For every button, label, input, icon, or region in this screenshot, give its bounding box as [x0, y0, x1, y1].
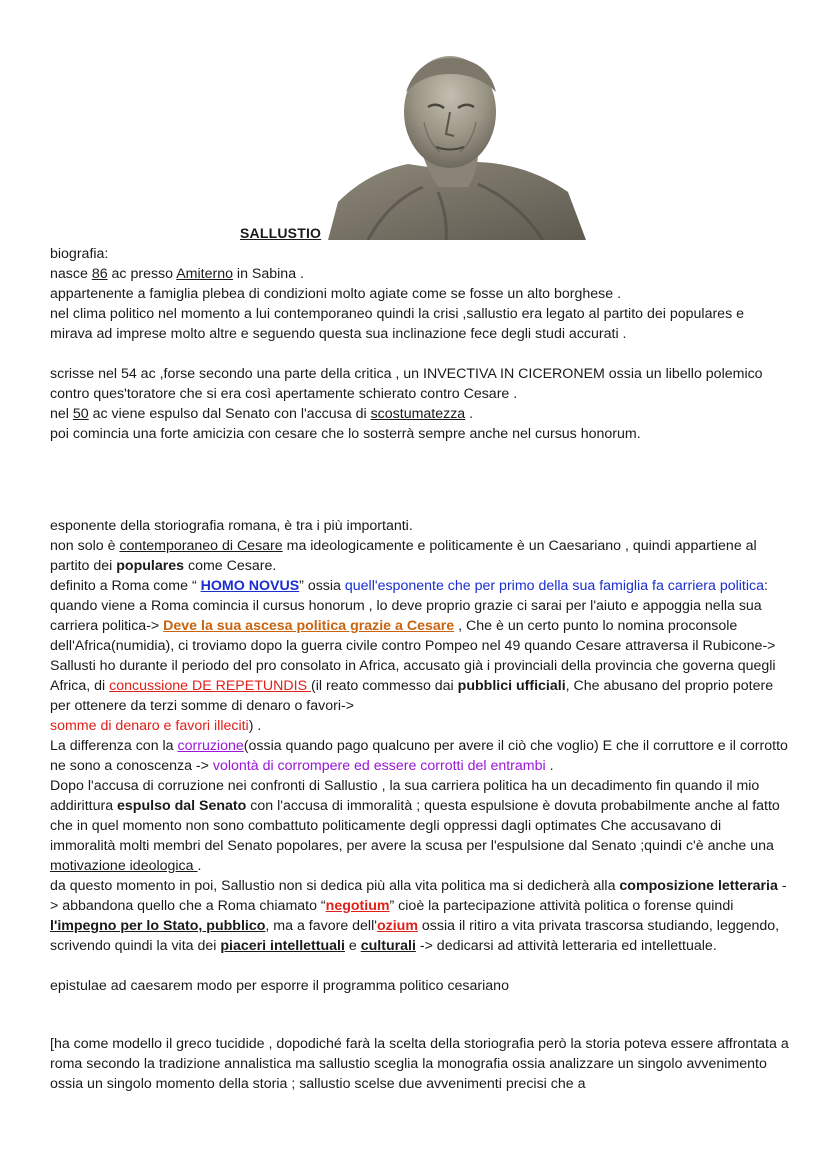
- bio-line: appartenente a famiglia plebea di condizioni molto agiate come se fosse un alto borghese .: [50, 286, 622, 302]
- paragraph: esponente della storiografia romana, è tra i più importanti.: [50, 518, 413, 534]
- document-body: [50, 244, 790, 1094]
- paragraph: poi comincia una forte amicizia con cesare che lo sosterrà sempre anche nel cursus honorum.: [50, 426, 641, 442]
- paragraph: Dopo l'accusa di corruzione nei confronti di Sallustio , la sua carriera politica ha un decadimento fin quando il mio addirittura espulso dal Senato con l'accusa di immoralità ; questa espulsione è dovuta probabilmente anche al fatto che in quel momento non sono combattuto politicamente degli oppressi dagli optimates Che accusavano di immoralità molti membri del Senato popolares, per avere la scusa per l'espulsione dal Senato ;quindi c'è anche una motivazione ideologica .: [50, 778, 780, 874]
- paragraph: [ha come modello il greco tucidide , dopodiché farà la scelta della storiografia però la storia poteva essere affrontata a roma secondo la tradizione annalistica ma sallustio sceglia la monografia ossia analizzare un singolo avvenimento ossia un singolo momento della storia ; sallustio scelse due avvenimenti precisi che a: [50, 1036, 789, 1092]
- paragraph: scrisse nel 54 ac ,forse secondo una parte della critica , un INVECTIVA IN CICERONEM ossia un libello polemico contro ques'toratore che si era così apertamente schierato contro Cesare .: [50, 366, 763, 402]
- bio-heading: biografia:: [50, 246, 109, 262]
- paragraph: definito a Roma come “ HOMO NOVUS” ossia quell'esponente che per primo della sua famiglia fa carriera politica: quando viene a Roma comincia il cursus honorum , lo deve proprio grazie ci sarai per l'aiuto e appoggia nella sua carriera politica-> Deve la sua ascesa politica grazie a Cesare , Che è un certo punto lo nomina proconsole dell'Africa(numidia), ci troviamo dopo la guerra civile contro Pompeo nel 49 quando Cesare attraversa il Rubicone-> Sallusti ho durante il periodo del pro consolato in Africa, accusato già i provinciali della provincia che governa quegli Africa, di concussione DE REPETUNDIS (il reato commesso dai pubblici ufficiali, Che abusano del proprio potere per ottenere da terzi somme di denaro o favori-> somme di denaro e favori illeciti) .: [50, 578, 776, 734]
- bust-portrait-image: [328, 52, 586, 240]
- paragraph: nel 50 ac viene espulso dal Senato con l'accusa di scostumatezza .: [50, 406, 474, 422]
- paragraph: da questo momento in poi, Sallustio non si dedica più alla vita politica ma si dedicherà alla composizione letteraria -> abbandona quello che a Roma chiamato “negotium” cioè la partecipazione attività politica o forense quindi l'impegno per lo Stato, pubblico, ma a favore dell'ozium ossia il ritiro a vita privata trascorsa studiando, leggendo, scrivendo quindi la vita dei piaceri intellettuali e culturali -> dedicarsi ad attività letteraria ed intellettuale.: [50, 878, 787, 954]
- highlight-orange: Deve la sua ascesa politica grazie a Cesare: [163, 618, 455, 634]
- highlight-red: concussione DE REPETUNDIS: [109, 678, 311, 694]
- page-title: SALLUSTIO: [240, 225, 322, 241]
- bio-line: nasce 86 ac presso Amiterno in Sabina .: [50, 266, 304, 282]
- paragraph: La differenza con la corruzione(ossia quando pago qualcuno per avere il ciò che voglio) E che il corruttore e il corrotto ne sono a conoscenza -> volontà di corrompere ed essere corrotti del entrambi .: [50, 738, 788, 774]
- paragraph: non solo è contemporaneo di Cesare ma ideologicamente e politicamente è un Caesariano , quindi appartiene al partito dei populares come Cesare.: [50, 538, 757, 574]
- homo-novus-highlight: HOMO NOVUS: [200, 578, 300, 594]
- paragraph: epistulae ad caesarem modo per esporre il programma politico cesariano: [50, 978, 509, 994]
- bio-line: nel clima politico nel momento a lui contemporaneo quindi la crisi ,sallustio era legato al partito dei populares e mirava ad imprese molto altre e seguendo questa sua inclinazione fece degli studi accurati .: [50, 306, 744, 342]
